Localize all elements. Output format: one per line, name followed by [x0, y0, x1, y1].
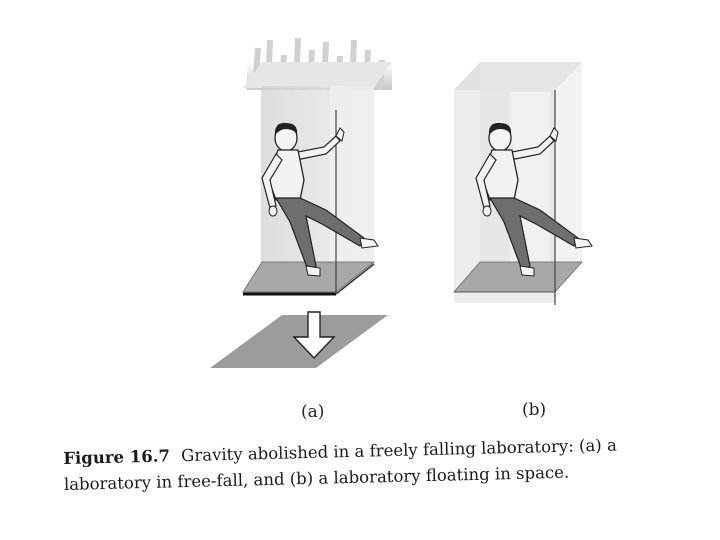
panel-a-label: (a)	[301, 402, 325, 422]
caption-text: Gravity abolished in a freely falling laboratory: (a) a laboratory in free-fall, and (b) a laboratory floating in space.	[63, 435, 618, 494]
panel-a	[210, 38, 392, 368]
figure-number: Figure 16.7	[63, 446, 171, 468]
figure-caption	[63, 431, 684, 498]
panel-b-label: (b)	[522, 400, 547, 420]
panel-b	[454, 62, 592, 305]
